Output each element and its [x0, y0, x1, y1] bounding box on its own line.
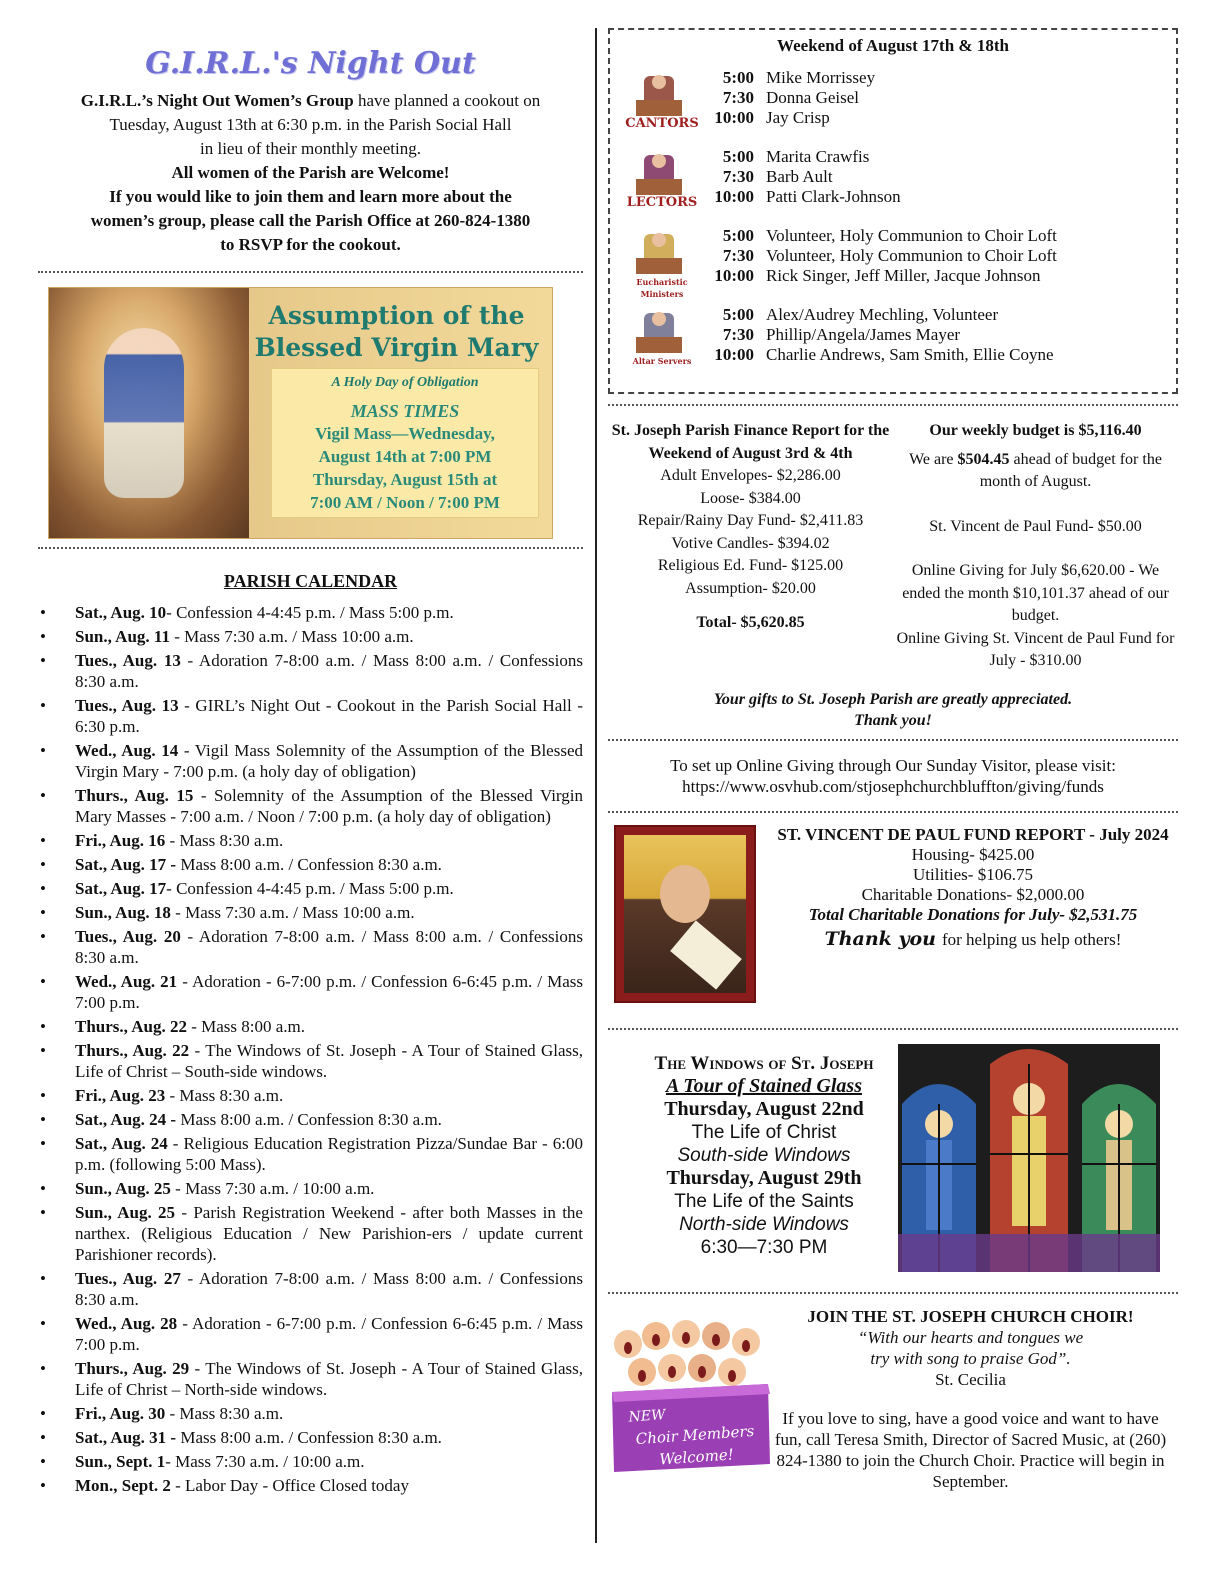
calendar-item-date: Sat., Aug. 17: [75, 879, 167, 898]
windows-side2: North-side Windows: [679, 1213, 849, 1235]
svdp-report: [608, 825, 1178, 1020]
girl-line3: in lieu of their monthly meeting.: [200, 139, 421, 158]
calendar-item: [38, 1475, 583, 1496]
finance-report: [608, 420, 1178, 673]
calendar-item-text: Mass 8:00 a.m. / Confession 8:30 a.m.: [176, 855, 442, 874]
calendar-item: [38, 695, 583, 737]
windows-date1: Thursday, August 22nd: [664, 1097, 864, 1120]
ministry-schedule-box: [608, 28, 1178, 394]
finance-line: Assumption- $20.00: [685, 579, 816, 597]
role-icon-label: LECTORS: [626, 195, 698, 210]
girl-line7: to RSVP for the cookout.: [220, 235, 401, 254]
calendar-item-date: Sat., Aug. 10: [75, 603, 167, 622]
girl-night-out-title: G.I.R.L.'s Night Out: [145, 46, 476, 81]
divider: [38, 547, 583, 549]
calendar-item-text: - Adoration - 6-7:00 p.m. / Confession 6-6:45 p.m. / Mass 7:00 p.m.: [75, 972, 583, 1012]
calendar-item: [38, 1016, 583, 1037]
calendar-item-date: Fri., Aug. 23: [75, 1086, 166, 1105]
role-icon-label: CANTORS: [625, 116, 699, 131]
calendar-item-text: - Mass 8:30 a.m.: [165, 831, 284, 850]
calendar-item-date: Sun., Sept. 1: [75, 1452, 166, 1471]
svdp-thank-you: [768, 929, 1178, 950]
assignment-time: 10:00: [714, 108, 754, 127]
finance-right: [893, 420, 1178, 673]
calendar-item: [38, 1313, 583, 1355]
calendar-item: [38, 1358, 583, 1400]
assignment-row: [706, 68, 875, 88]
right-column: [608, 28, 1178, 1521]
mass-times-list: [272, 422, 538, 514]
online-giving-text: To set up Online Giving through Our Sunday Visitor, please visit:: [670, 755, 1116, 775]
divider: [608, 811, 1178, 813]
choir-body: If you love to sing, have a good voice and want to have fun, call Teresa Smith, Director of Sacred Music, at (260) 824-1380 to join the Church Choir. Practice will begin in September.: [774, 1408, 1167, 1491]
assignment-time: 7:30: [722, 88, 754, 107]
thank-you-rest: for helping us help others!: [941, 929, 1122, 949]
thanks-line2: Thank you!: [854, 711, 932, 729]
calendar-item-date: Thurs., Aug. 15: [75, 786, 194, 805]
calendar-item-text: - Adoration - 6-7:00 p.m. / Confession 6-6:45 p.m. / Mass 7:00 p.m.: [75, 1314, 583, 1354]
divider: [608, 1028, 1178, 1030]
divider: [608, 1292, 1178, 1294]
calendar-item-date: Sun., Aug. 11: [75, 627, 170, 646]
girl-night-out-body: [38, 89, 583, 257]
banner-new: NEW: [628, 1406, 666, 1426]
assignment-time: 10:00: [714, 266, 754, 285]
thank-you-script: Thank you: [824, 927, 936, 950]
calendar-item-text: - Adoration 7-8:00 a.m. / Mass 8:00 a.m. / Confessions 8:30 a.m.: [75, 927, 583, 967]
assignment-time: 5:00: [722, 305, 754, 324]
calendar-item-date: Wed., Aug. 14: [75, 741, 179, 760]
calendar-item-text: - Adoration 7-8:00 a.m. / Mass 8:00 a.m. / Confessions 8:30 a.m.: [75, 1269, 583, 1309]
assumption-title-line1: Assumption of the: [268, 301, 525, 330]
assignment-row: [706, 305, 1054, 325]
assignment-time: 10:00: [714, 187, 754, 206]
assignment-name: Charlie Andrews, Sam Smith, Ellie Coyne: [766, 345, 1054, 364]
girl-line1-rest: have planned a cookout on: [353, 91, 541, 110]
assignment-row: [706, 187, 901, 207]
finance-line: Adult Envelopes- $2,286.00: [660, 467, 841, 484]
calendar-item-date: Tues., Aug. 27: [75, 1269, 181, 1288]
assignment-time: 7:30: [722, 246, 754, 265]
windows-theme1: The Life of Christ: [691, 1121, 837, 1143]
assignment-row: [706, 266, 1057, 286]
divider: [38, 271, 583, 273]
girl-group-name: G.I.R.L.’s Night Out Women’s Group: [80, 91, 354, 110]
assignment-row: [706, 226, 1057, 246]
assumption-title-line2: Blessed Virgin Mary: [254, 333, 539, 362]
st-vincent-icon-background: [624, 835, 746, 993]
windows-tour: [608, 1044, 1178, 1284]
online-giving-info: [608, 755, 1178, 797]
lectors-icon: [622, 149, 702, 217]
assignment-row: [706, 167, 901, 187]
calendar-item-date: Mon., Sept. 2: [75, 1476, 171, 1495]
calendar-item-date: Tues., Aug. 20: [75, 927, 181, 946]
calendar-item: [38, 1427, 583, 1448]
assumption-banner: [48, 287, 553, 539]
windows-subtitle: A Tour of Stained Glass: [666, 1074, 862, 1097]
mass-times-box: [271, 368, 539, 518]
cantors-icon: [622, 70, 702, 138]
calendar-item: [38, 1040, 583, 1082]
assignment-name: Alex/Audrey Mechling, Volunteer: [766, 305, 999, 324]
vigil-date: August 14th at 7:00 PM: [318, 447, 492, 466]
assignment-name: Donna Geisel: [766, 88, 860, 107]
parish-calendar-list: [38, 602, 583, 1496]
calendar-item: [38, 1133, 583, 1175]
calendar-item-text: - Mass 7:30 a.m. / 10:00 a.m.: [165, 1452, 365, 1471]
ministry-role: [618, 147, 1168, 226]
assignment-row: [706, 88, 875, 108]
assumption-title: [254, 300, 539, 364]
assignment-row: [706, 325, 1054, 345]
assignment-name: Jay Crisp: [766, 108, 830, 127]
calendar-item: [38, 650, 583, 692]
calendar-item-text: - Mass 7:30 a.m. / 10:00 a.m.: [170, 1179, 375, 1198]
role-assignments: [706, 68, 875, 128]
banner-choir-members: Choir Members: [635, 1421, 755, 1448]
windows-tour-text: [614, 1052, 914, 1259]
choir-text: [768, 1306, 1173, 1492]
assignment-time: 5:00: [722, 147, 754, 166]
calendar-item: [38, 1451, 583, 1472]
left-column: [38, 40, 583, 1499]
calendar-item-text: - Adoration 7-8:00 a.m. / Mass 8:00 a.m. / Confessions 8:30 a.m.: [75, 651, 583, 691]
assumption-painting-image: [49, 288, 249, 539]
divider: [608, 739, 1178, 741]
choir-banner-text: [628, 1397, 762, 1472]
calendar-item-date: Sat., Aug. 24: [75, 1134, 168, 1153]
finance-thanks: [608, 689, 1178, 731]
calendar-item-text: - Religious Education Registration Pizza/Sundae Bar - 6:00 p.m. (following 5:00 Mass).: [75, 1134, 583, 1174]
calendar-item-text: Mass 8:00 a.m. / Confession 8:30 a.m.: [176, 1110, 442, 1129]
calendar-item-text: Mass 8:00 a.m. / Confession 8:30 a.m.: [176, 1428, 442, 1447]
thursday-line: Thursday, August 15th at: [312, 470, 498, 489]
calendar-item-text: - Mass 7:30 a.m. / Mass 10:00 a.m.: [169, 627, 414, 646]
svdp-fund-line: St. Vincent de Paul Fund- $50.00: [929, 517, 1142, 535]
role-assignments: [706, 147, 901, 207]
stained-glass-image: [898, 1044, 1160, 1272]
assignment-time: 5:00: [722, 68, 754, 87]
assignment-name: Phillip/Angela/James Mayer: [766, 325, 961, 344]
assignment-row: [706, 246, 1057, 266]
calendar-item-text: - The Windows of St. Joseph - A Tour of Stained Glass, Life of Christ – North-side windows.: [75, 1359, 583, 1399]
online-giving-july: Online Giving for July $6,620.00 - We ended the month $10,101.37 ahead of our budget.: [902, 562, 1169, 624]
weekly-budget: Our weekly budget is $5,116.40: [929, 422, 1142, 439]
calendar-item-date: Thurs., Aug. 29: [75, 1359, 190, 1378]
calendar-item: [38, 602, 583, 623]
calendar-item-text: - Solemnity of the Assumption of the Blessed Virgin Mary Masses - 7:00 a.m. / Noon / 7:00 p.m. (a holy day of obligation): [75, 786, 584, 826]
finance-line: Votive Candles- $394.02: [671, 534, 830, 552]
st-vincent-face: [660, 865, 710, 923]
svdp-title: ST. VINCENT DE PAUL FUND REPORT - July 2024: [777, 824, 1169, 844]
calendar-item: [38, 830, 583, 851]
assignment-name: Mike Morrissey: [766, 68, 876, 87]
calendar-item: [38, 971, 583, 1013]
calendar-item-text: - Mass 8:30 a.m.: [165, 1404, 284, 1423]
holy-day-subtitle: A Holy Day of Obligation: [331, 375, 479, 390]
calendar-item-date: Thurs., Aug. 22: [75, 1017, 187, 1036]
windows-side1: South-side Windows: [677, 1144, 851, 1166]
ministry-role: [618, 226, 1168, 305]
calendar-item: [38, 785, 583, 827]
calendar-item-date: Fri., Aug. 16: [75, 831, 166, 850]
assignment-time: 7:30: [722, 325, 754, 344]
parish-calendar-heading: PARISH CALENDAR: [223, 571, 398, 591]
calendar-item: [38, 854, 583, 875]
calendar-item: [38, 1109, 583, 1130]
choir-quote2: try with song to praise God”.: [870, 1348, 1071, 1368]
online-giving-link[interactable]: https://www.osvhub.com/stjosephchurchbluffton/giving/funds: [682, 776, 1104, 796]
windows-title: The Windows of St. Joseph: [654, 1052, 874, 1074]
st-vincent-icon-image: [614, 825, 756, 1003]
finance-total: Total- $5,620.85: [696, 614, 805, 631]
svdp-charitable: Charitable Donations- $2,000.00: [861, 884, 1085, 904]
calendar-item-date: Tues., Aug. 13: [75, 651, 181, 670]
calendar-item-text: - Vigil Mass Solemnity of the Assumption of the Blessed Virgin Mary - 7:00 p.m. (a holy day of obligation): [75, 741, 583, 781]
calendar-item: [38, 1085, 583, 1106]
calendar-item-date: Wed., Aug. 21: [75, 972, 178, 991]
column-divider: [595, 28, 597, 1543]
calendar-item-date: Sat., Aug. 24 -: [75, 1110, 177, 1129]
calendar-item-date: Sat., Aug. 17 -: [75, 855, 177, 874]
thursday-times: 7:00 AM / Noon / 7:00 PM: [310, 493, 500, 512]
finance-line: Religious Ed. Fund- $125.00: [657, 557, 844, 574]
ahead-post: ahead of budget for the month of August.: [979, 450, 1162, 490]
calendar-item-date: Sun., Aug. 25: [75, 1203, 176, 1222]
svdp-total: Total Charitable Donations for July- $2,531.75: [808, 904, 1138, 924]
calendar-item: [38, 740, 583, 782]
windows-theme2: The Life of the Saints: [674, 1190, 854, 1212]
banner-welcome: Welcome!: [658, 1444, 735, 1469]
calendar-item: [38, 1268, 583, 1310]
divider: [608, 404, 1178, 406]
assignment-time: 5:00: [722, 226, 754, 245]
finance-left: [608, 420, 893, 673]
ministry-role: [618, 68, 1168, 147]
assignment-time: 10:00: [714, 345, 754, 364]
calendar-item: [38, 878, 583, 899]
ahead-amount: $504.45: [957, 450, 1010, 468]
calendar-item-text: - Parish Registration Weekend - after both Masses in the narthex. (Religious Education / New Parishion-ers / update current Parishioner records).: [75, 1203, 583, 1264]
role-assignments: [706, 226, 1057, 286]
calendar-item-date: Thurs., Aug. 22: [75, 1041, 190, 1060]
ministry-role: [618, 305, 1168, 384]
assignment-name: Patti Clark-Johnson: [766, 187, 901, 206]
finance-line: Loose- $384.00: [700, 489, 801, 507]
calendar-item-date: Tues., Aug. 13: [75, 696, 179, 715]
calendar-item-text: - Confession 4-4:45 p.m. / Mass 5:00 p.m.: [166, 879, 454, 898]
thanks-line1: Your gifts to St. Joseph Parish are greatly appreciated.: [713, 690, 1073, 708]
calendar-item-text: - Labor Day - Office Closed today: [170, 1476, 409, 1495]
windows-date2: Thursday, August 29th: [666, 1166, 862, 1189]
svdp-utilities: Utilities- $106.75: [913, 864, 1033, 884]
calendar-item-date: Sun., Aug. 25: [75, 1179, 171, 1198]
assignment-name: Rick Singer, Jeff Miller, Jacque Johnson: [766, 266, 1041, 285]
assignment-row: [706, 345, 1054, 365]
girl-line5: If you would like to join them and learn more about the: [109, 187, 512, 206]
calendar-item-date: Fri., Aug. 30: [75, 1404, 166, 1423]
altar-servers-icon: [622, 307, 702, 375]
ahead-pre: We are: [909, 450, 958, 468]
stained-glass-icon: [898, 1044, 1160, 1272]
girl-line2: Tuesday, August 13th at 6:30 p.m. in the Parish Social Hall: [109, 115, 512, 134]
assignment-name: Volunteer, Holy Communion to Choir Loft: [766, 226, 1057, 245]
calendar-item: [38, 1202, 583, 1265]
vigil-line: Vigil Mass—Wednesday,: [315, 424, 495, 443]
calendar-item-date: Sun., Aug. 18: [75, 903, 171, 922]
svdp-housing: Housing- $425.00: [911, 844, 1035, 864]
calendar-item-text: - GIRL’s Night Out - Cookout in the Parish Social Hall - 6:30 p.m.: [75, 696, 583, 736]
calendar-item-date: Sat., Aug. 31 -: [75, 1428, 177, 1447]
calendar-item-text: - Mass 8:00 a.m.: [186, 1017, 305, 1036]
calendar-item-text: - Confession 4-4:45 p.m. / Mass 5:00 p.m.: [166, 603, 454, 622]
calendar-item: [38, 926, 583, 968]
mass-times-label: MASS TIMES: [350, 401, 460, 421]
svdp-report-text: [768, 825, 1178, 950]
windows-time: 6:30—7:30 PM: [700, 1236, 828, 1258]
assignment-row: [706, 108, 875, 128]
calendar-item: [38, 626, 583, 647]
assignment-name: Volunteer, Holy Communion to Choir Loft: [766, 246, 1057, 265]
eucharistic-ministers-icon: [622, 228, 702, 299]
calendar-item-date: Wed., Aug. 28: [75, 1314, 178, 1333]
schedule-title: Weekend of August 17th & 18th: [777, 36, 1009, 55]
calendar-item: [38, 1403, 583, 1424]
girl-line6: women’s group, please call the Parish Office at 260-824-1380: [90, 211, 531, 230]
virgin-mary-figure-icon: [104, 328, 184, 498]
assignment-row: [706, 147, 901, 167]
calendar-item: [38, 902, 583, 923]
st-vincent-scroll: [670, 920, 742, 989]
role-icon-label: Eucharistic Ministers: [636, 277, 688, 299]
ahead-of-budget: [893, 449, 1178, 494]
finance-line: Repair/Rainy Day Fund- $2,411.83: [637, 512, 864, 529]
finance-title: St. Joseph Parish Finance Report for the Weekend of August 3rd & 4th: [611, 422, 890, 462]
girl-line4: All women of the Parish are Welcome!: [171, 163, 450, 182]
choir-title: JOIN THE ST. JOSEPH CHURCH CHOIR!: [807, 1306, 1134, 1326]
assignment-name: Marita Crawfis: [766, 147, 870, 166]
role-assignments: [706, 305, 1054, 365]
online-giving-svdp: Online Giving St. Vincent de Paul Fund for July - $310.00: [896, 629, 1175, 669]
choir-section: [608, 1306, 1178, 1521]
assignment-name: Barb Ault: [766, 167, 833, 186]
calendar-item: [38, 1178, 583, 1199]
calendar-item-text: - Mass 8:30 a.m.: [165, 1086, 284, 1105]
choir-quote1: “With our hearts and tongues we: [857, 1327, 1084, 1347]
assignment-time: 7:30: [722, 167, 754, 186]
choir-members-image: [608, 1314, 773, 1474]
role-icon-label: Altar Servers: [632, 356, 692, 366]
calendar-item-text: - Mass 7:30 a.m. / Mass 10:00 a.m.: [170, 903, 415, 922]
choir-attribution: St. Cecilia: [935, 1369, 1006, 1389]
calendar-item-text: - The Windows of St. Joseph - A Tour of Stained Glass, Life of Christ – South-side windows.: [75, 1041, 583, 1081]
